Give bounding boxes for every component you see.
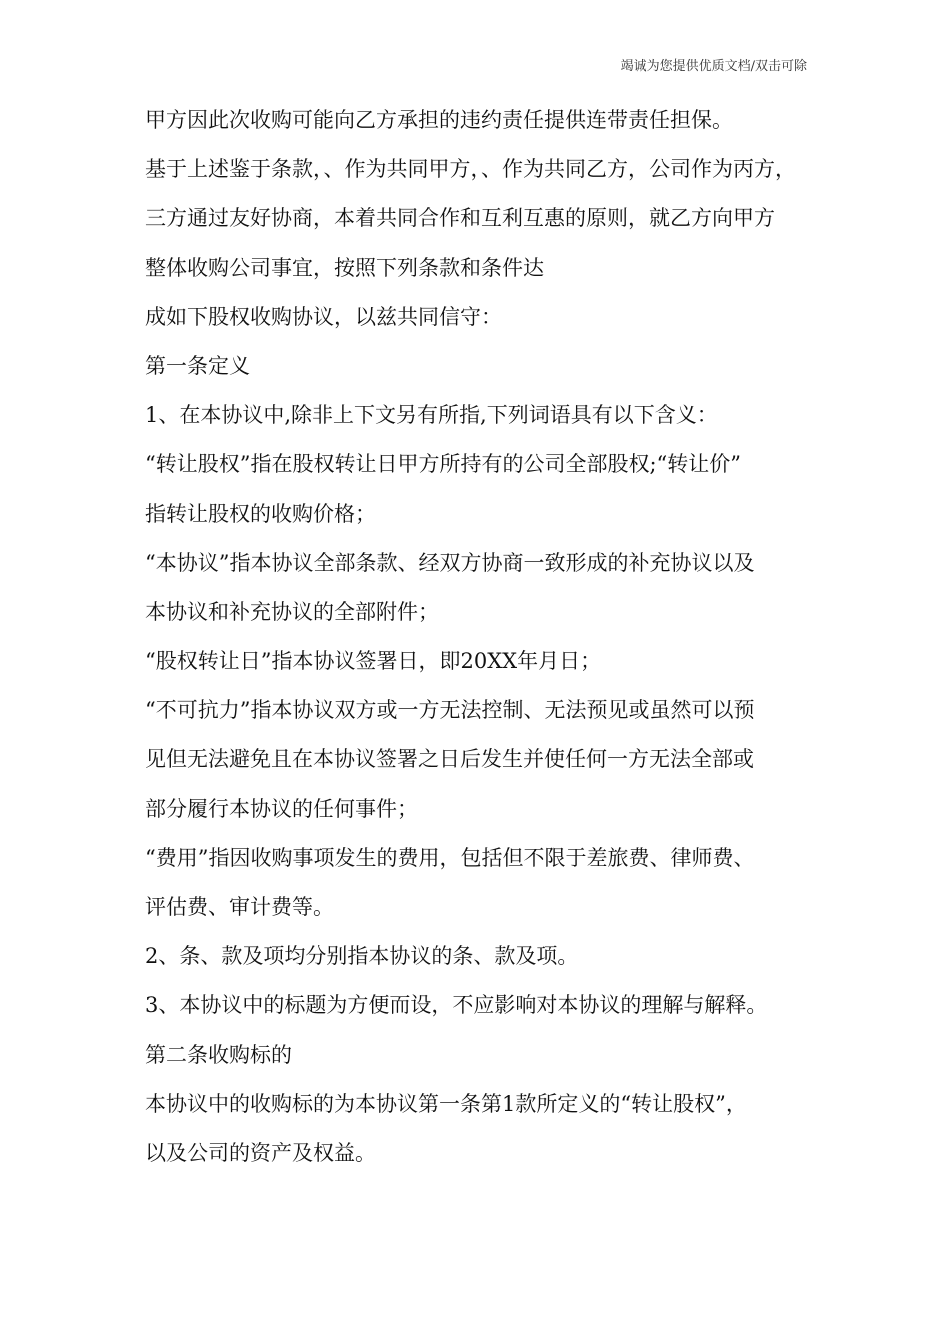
paragraph-line: 三方通过友好协商，本着共同合作和互利互惠的原则，就乙方向甲方 [145,206,775,231]
paragraph-line: 成如下股权收购协议，以兹共同信守： [145,304,502,329]
paragraph-line: 评估费、审计费等。 [145,895,334,919]
paragraph-line: 1、在本协议中,除非上下文另有所指,下列词语具有以下含义： [145,403,718,428]
section-heading: 第一条定义 [145,353,250,378]
paragraph-line: “不可抗力”指本协议双方或一方无法控制、无法预见或虽然可以预 [145,698,755,723]
paragraph-line: 整体收购公司事宜，按照下列条款和条件达 [145,255,544,280]
paragraph-line: 本协议中的收购标的为本协议第一条第1款所定义的“转让股权”， [145,1091,747,1116]
paragraph-line: “本协议”指本协议全部条款、经双方协商一致形成的补充协议以及 [145,550,755,575]
paragraph-line: 本协议和补充协议的全部附件； [145,599,439,624]
paragraph-line: “股权转让日”指本协议签署日，即20XX年月日； [145,649,602,674]
paragraph-line: 3、本协议中的标题为方便而设，不应影响对本协议的理解与解释。 [145,993,768,1018]
section-heading: 第二条收购标的 [145,1042,292,1067]
paragraph-line: 见但无法避免且在本协议签署之日后发生并使任何一方无法全部或 [145,747,754,772]
paragraph-line: 以及公司的资产及权益。 [145,1140,376,1165]
paragraph-line: 2、条、款及项均分别指本协议的条、款及项。 [145,944,579,969]
document-body [145,102,813,1184]
paragraph-line: 部分履行本协议的任何事件； [145,796,418,821]
paragraph-line: 指转让股权的收购价格； [145,501,376,526]
header-note: 竭诚为您提供优质文档/双击可除 [620,59,807,74]
paragraph-line: 甲方因此次收购可能向乙方承担的违约责任提供连带责任担保。 [145,108,733,132]
paragraph-line: “费用”指因收购事项发生的费用，包括但不限于差旅费、律师费、 [145,845,755,870]
paragraph-line: “转让股权”指在股权转让日甲方所持有的公司全部股权;“转让价” [145,452,742,477]
paragraph-line: 基于上述鉴于条款，、作为共同甲方，、作为共同乙方，公司作为丙方， [145,157,796,182]
